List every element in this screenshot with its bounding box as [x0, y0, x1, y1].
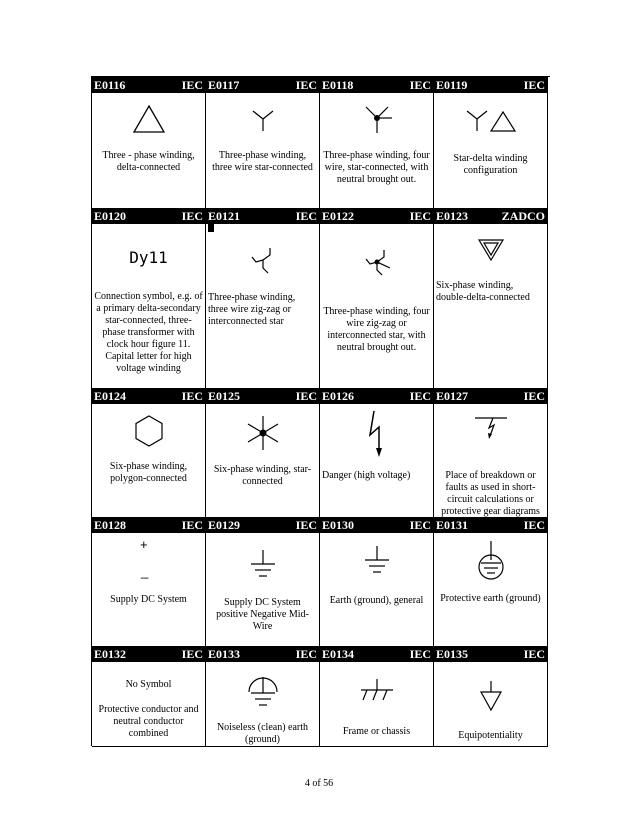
- table-cell: [92, 208, 206, 389]
- symbol-description: Earth (ground), general: [329, 595, 424, 606]
- protective-earth-icon: [434, 540, 547, 580]
- symbol-table: [91, 76, 550, 746]
- cell-header: [434, 646, 547, 662]
- table-cell: [206, 208, 320, 389]
- zigzag-neutral-winding-icon: [320, 248, 433, 278]
- table-row: [92, 517, 550, 646]
- cell-header: [206, 77, 319, 93]
- delta-winding-icon: [92, 105, 205, 133]
- symbol-description: Three-phase winding, four wire zig-zag or interconnected star, with neutral brought out.: [323, 306, 430, 353]
- symbol-code: E0122: [322, 208, 355, 223]
- cell-header: [92, 77, 205, 93]
- symbol-description: Noiseless (clean) earth (ground): [216, 722, 309, 745]
- symbol-description: Three - phase winding, delta-connected: [102, 150, 195, 173]
- table-cell: [92, 388, 206, 518]
- symbol-code: E0127: [436, 388, 469, 403]
- cell-header: [434, 208, 547, 224]
- cell-header: [92, 388, 205, 404]
- symbol-standard: IEC: [295, 388, 317, 403]
- symbol-description: Place of breakdown or faults as used in short-circuit calculations or protective gear diagrams: [441, 470, 540, 517]
- symbol-code: E0134: [322, 646, 355, 661]
- symbol-code: E0125: [208, 388, 241, 403]
- table-cell: [434, 517, 548, 647]
- table-row: [92, 208, 550, 388]
- table-row: [92, 77, 550, 208]
- star-winding-icon: [206, 107, 319, 131]
- equipotential-icon: [434, 680, 547, 712]
- symbol-standard: IEC: [523, 517, 545, 532]
- six-phase-star-icon: [206, 415, 319, 451]
- symbol-description: Three-phase winding, four wire, star-connected, with neutral brought out.: [323, 150, 430, 185]
- symbol-description: Protective conductor and neutral conductor combined: [98, 704, 199, 739]
- symbol-description: Six-phase winding, polygon-connected: [109, 461, 188, 484]
- symbol-code: E0133: [208, 646, 241, 661]
- table-cell: [206, 517, 320, 647]
- cell-header: [320, 388, 433, 404]
- symbol-description: Star-delta winding configuration: [453, 153, 528, 176]
- symbol-code: E0118: [322, 77, 354, 92]
- star-neutral-winding-icon: [320, 101, 433, 135]
- cell-header: [320, 517, 433, 533]
- no-symbol-label: No Symbol: [125, 679, 172, 690]
- hexagon-winding-icon: [92, 415, 205, 447]
- minus-sign: _: [141, 564, 149, 579]
- cell-header: [206, 646, 319, 662]
- symbol-standard: IEC: [523, 646, 545, 661]
- symbol-description: Protective earth (ground): [440, 593, 541, 604]
- cell-header: [206, 388, 319, 404]
- symbol-description: Three-phase winding, three wire star-connected: [212, 150, 313, 173]
- cell-header: [206, 517, 319, 533]
- symbol-standard: IEC: [409, 77, 431, 92]
- table-cell: [320, 517, 434, 647]
- symbol-code: E0126: [322, 388, 355, 403]
- table-row: [92, 646, 550, 746]
- symbol-standard: IEC: [181, 388, 203, 403]
- cell-header: [434, 77, 547, 93]
- symbol-standard: IEC: [295, 646, 317, 661]
- text-cursor-marker: [208, 224, 214, 232]
- table-cell: [206, 388, 320, 518]
- symbol-code: E0131: [436, 517, 469, 532]
- symbol-standard: IEC: [523, 77, 545, 92]
- symbol-standard: IEC: [295, 208, 317, 223]
- cell-header: [320, 646, 433, 662]
- symbol-description: Supply DC System positive Negative Mid-Wire: [216, 597, 309, 632]
- chassis-icon: [320, 678, 433, 702]
- earth-icon: [320, 545, 433, 575]
- symbol-code: E0123: [436, 208, 469, 223]
- fault-location-icon: [434, 416, 547, 442]
- symbol-description: Six-phase winding, double-delta-connected: [436, 280, 530, 303]
- symbol-standard: IEC: [181, 77, 203, 92]
- symbol-code: E0121: [208, 208, 241, 223]
- table-row: [92, 388, 550, 517]
- symbol-code: E0124: [94, 388, 127, 403]
- symbol-standard: IEC: [181, 517, 203, 532]
- high-voltage-icon: [320, 410, 433, 458]
- table-cell: [206, 77, 320, 209]
- table-cell: [434, 208, 548, 389]
- table-cell: [320, 388, 434, 518]
- symbol-standard: IEC: [409, 517, 431, 532]
- zigzag-winding-icon: [206, 246, 319, 278]
- table-cell: [92, 517, 206, 647]
- table-cell: [434, 646, 548, 747]
- symbol-standard: IEC: [409, 388, 431, 403]
- symbol-standard: IEC: [295, 77, 317, 92]
- symbol-code: E0119: [436, 77, 468, 92]
- table-cell: [320, 208, 434, 389]
- cell-header: [92, 208, 205, 224]
- symbol-code: E0128: [94, 517, 127, 532]
- table-cell: [434, 388, 548, 518]
- symbol-standard: IEC: [295, 517, 317, 532]
- symbol-standard: IEC: [409, 208, 431, 223]
- symbol-standard: IEC: [409, 646, 431, 661]
- noiseless-earth-icon: [206, 676, 319, 714]
- symbol-description: Supply DC System: [110, 594, 187, 605]
- symbol-standard: IEC: [181, 646, 203, 661]
- cell-header: [434, 517, 547, 533]
- cell-header: [434, 388, 547, 404]
- symbol-description: Equipotentiality: [458, 730, 523, 741]
- symbol-description: Six-phase winding, star-connected: [213, 464, 312, 487]
- cell-header: [320, 77, 433, 93]
- symbol-standard: IEC: [523, 388, 545, 403]
- cell-header: [92, 517, 205, 533]
- table-cell: [320, 77, 434, 209]
- cell-header: [320, 208, 433, 224]
- symbol-description: Danger (high voltage): [322, 470, 411, 481]
- symbol-standard: IEC: [181, 208, 203, 223]
- dy11-connection-icon: Dy11: [129, 248, 168, 267]
- page-number: 4 of 56: [304, 778, 334, 789]
- symbol-standard: ZADCO: [501, 208, 545, 223]
- plus-sign: +: [140, 537, 148, 552]
- symbol-code: E0132: [94, 646, 127, 661]
- table-cell: [92, 646, 206, 747]
- symbol-code: E0117: [208, 77, 240, 92]
- cell-header: [92, 646, 205, 662]
- symbol-description: Three-phase winding, three wire zig-zag or interconnected star: [208, 292, 296, 327]
- table-cell: [434, 77, 548, 209]
- table-cell: [320, 646, 434, 747]
- symbol-description: Connection symbol, e.g. of a primary delta-secondary star-connected, three-phase transformer with clock hour figure 11. Capital letter for high voltage winding: [94, 291, 203, 374]
- table-cell: [206, 646, 320, 747]
- table-cell: [92, 77, 206, 209]
- double-delta-winding-icon: [434, 238, 547, 262]
- symbol-code: E0129: [208, 517, 241, 532]
- cell-header: [206, 208, 319, 224]
- dc-midwire-icon: [206, 549, 319, 579]
- star-delta-winding-icon: [434, 109, 547, 135]
- symbol-code: E0130: [322, 517, 355, 532]
- symbol-description: Frame or chassis: [342, 726, 411, 737]
- symbol-code: E0116: [94, 77, 126, 92]
- symbol-code: E0120: [94, 208, 127, 223]
- symbol-code: E0135: [436, 646, 469, 661]
